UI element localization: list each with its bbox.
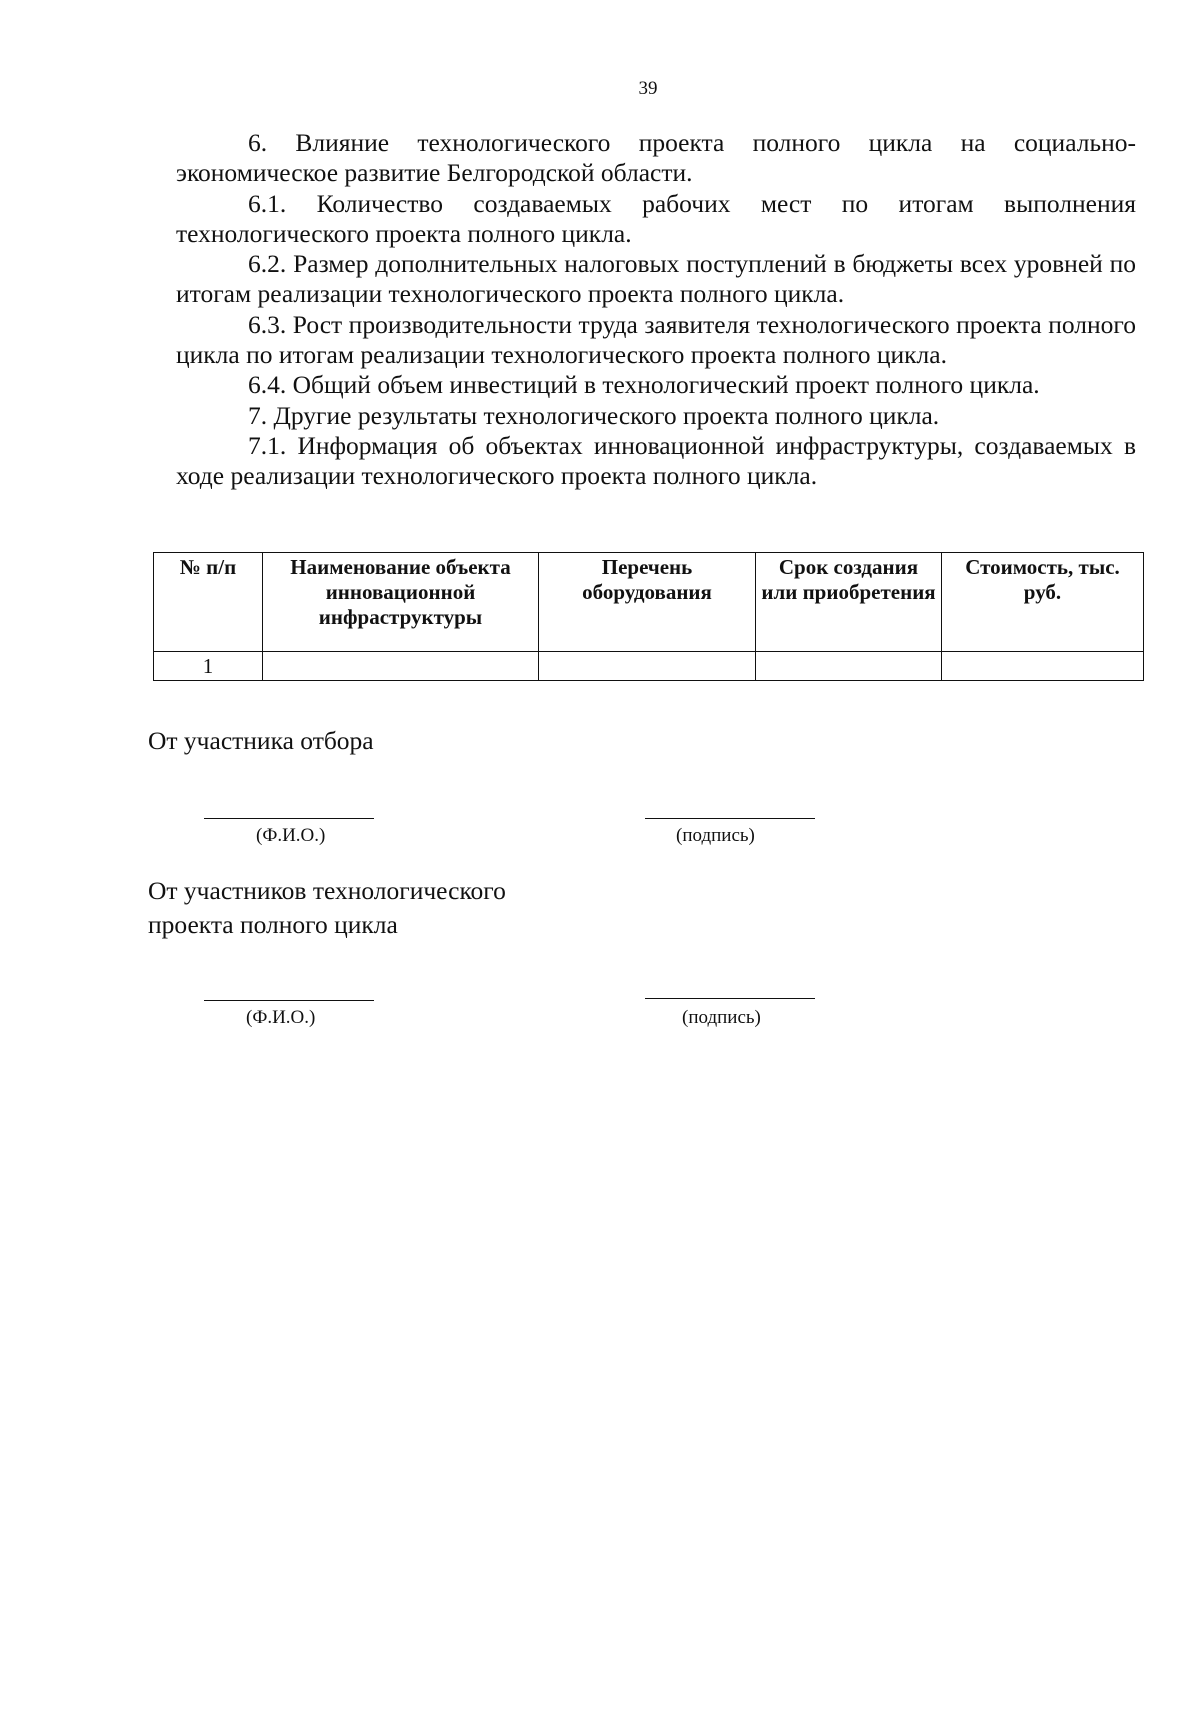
fio-line-2 [204, 1000, 374, 1001]
participant-label: От участника отбора [148, 726, 374, 755]
header-cost: Стоимость, тыс. руб. [942, 553, 1144, 652]
header-object-name: Наименование объекта инновационной инфраструктуры [263, 553, 539, 652]
cell-cost [942, 652, 1144, 681]
page-number: 39 [638, 78, 658, 99]
header-creation-term: Срок создания или приобретения [756, 553, 942, 652]
table-header-row [154, 553, 1144, 652]
table-row [154, 652, 1144, 681]
participants-label-line-2: проекта полного цикла [148, 910, 398, 939]
paragraph-6-1: 6.1. Количество создаваемых рабочих мест по итогам выполнения технологического проекта полного цикла. [176, 188, 1136, 248]
signature-caption-2: (подпись) [682, 1007, 761, 1028]
fio-caption-1: (Ф.И.О.) [256, 825, 326, 846]
cell-creation-term [756, 652, 942, 681]
paragraph-6-3: 6.3. Рост производительности труда заявителя технологического проекта полного цикла по итогам реализации технологического проекта полного цикла. [176, 309, 1136, 370]
fio-caption-2: (Ф.И.О.) [246, 1007, 316, 1028]
signature-line-2 [645, 998, 815, 999]
document-body [176, 128, 1136, 492]
paragraph-7: 7. Другие результаты технологического проекта полного цикла. [248, 400, 940, 430]
header-equipment-list: Перечень оборудования [539, 553, 756, 652]
cell-object-name [263, 652, 539, 681]
participants-label-line-1: От участников технологического [148, 876, 506, 905]
paragraph-7-1: 7.1. Информация об объектах инновационной инфраструктуры, создаваемых в ходе реализации технологического проекта полного цикла. [176, 430, 1136, 491]
cell-equipment-list [539, 652, 756, 681]
header-number: № п/п [154, 553, 263, 652]
paragraph-6-4: 6.4. Общий объем инвестиций в технологический проект полного цикла. [248, 370, 1040, 400]
fio-line-1 [204, 818, 374, 819]
cell-number: 1 [154, 652, 263, 681]
infrastructure-table [153, 552, 1144, 681]
signature-line-1 [645, 818, 815, 819]
paragraph-6: 6. Влияние технологического проекта полного цикла на социально-экономическое развитие Белгородской области. [176, 128, 1136, 188]
signature-caption-1: (подпись) [676, 825, 755, 846]
paragraph-6-2: 6.2. Размер дополнительных налоговых поступлений в бюджеты всех уровней по итогам реализации технологического проекта полного цикла. [176, 249, 1136, 309]
